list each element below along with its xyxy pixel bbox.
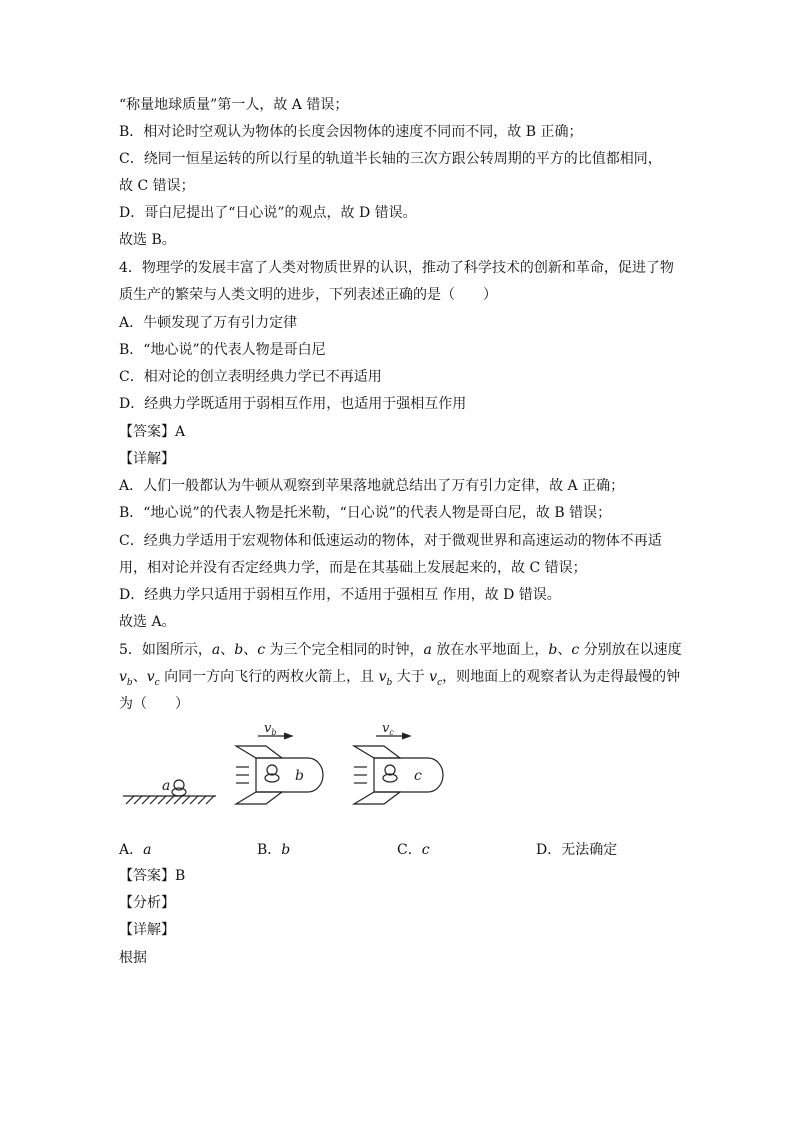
question-4-stem: 质生产的繁荣与人类文明的进步，下列表述正确的是（ ） <box>119 287 497 303</box>
label-c: c <box>414 768 422 784</box>
text-line: B．“地心说”的代表人物是托米勒，“日心说”的代表人物是哥白尼，故 B 错误； <box>119 505 612 521</box>
label-b: b <box>295 768 304 784</box>
detail-label: 【详解】 <box>119 922 175 938</box>
rocket-b-icon <box>236 746 323 804</box>
answer-label: 【答案】B <box>119 868 186 884</box>
text-line: C．绕同一恒星运转的所以行星的轨道半长轴的三次方跟公转周期的平方的比值都相同， <box>119 151 662 167</box>
text-line: 根据 <box>119 950 147 966</box>
text-line: B．相对论时空观认为物体的长度会因物体的速度不同而不同，故 B 正确； <box>119 124 583 140</box>
option-c: C．相对论的创立表明经典力学已不再适用 <box>119 369 382 385</box>
option-a: A．a <box>119 842 152 858</box>
option-b: B．“地心说”的代表人物是哥白尼 <box>119 342 326 358</box>
text-line: 故 C 错误； <box>119 178 195 194</box>
text-line: “称量地球质量”第一人，故 A 错误； <box>119 97 349 113</box>
velocity-label-b: $v_b$ <box>264 721 277 737</box>
clock-a-icon <box>172 780 186 796</box>
option-b: B．b <box>257 842 291 858</box>
text-line: C．经典力学适用于宏观物体和低速运动的物体，对于微观世界和高速运动的物体不再适 <box>119 533 662 549</box>
analysis-label: 【分析】 <box>119 895 175 911</box>
option-d: D．无法确定 <box>536 842 618 858</box>
text-line: 用，相对论并没有否定经典力学，而是在其基础上发展起来的，故 C 错误； <box>119 560 587 576</box>
option-c: C．c <box>397 842 430 858</box>
question-5-stem: 5．如图所示，a、b、c 为三个完全相同的时钟，a 放在水平地面上，b、c 分别放在以速度 <box>119 642 682 658</box>
text-line: D．哥白尼提出了“日心说”的观点，故 D 错误。 <box>119 205 417 221</box>
text-line: D．经典力学只适用于弱相互作用，不适用于强相互 作用，故 D 错误。 <box>119 587 561 603</box>
option-a: A．牛顿发现了万有引力定律 <box>119 315 298 331</box>
rocket-clock-figure <box>118 716 458 816</box>
text-line: 故选 A。 <box>119 614 176 630</box>
velocity-label-c: $v_c$ <box>382 721 394 737</box>
detail-label: 【详解】 <box>119 451 175 467</box>
question-5-stem: 为（ ） <box>119 696 189 712</box>
option-d: D．经典力学既适用于弱相互作用，也适用于强相互作用 <box>119 396 467 412</box>
ground <box>123 796 216 804</box>
question-4-stem: 4．物理学的发展丰富了人类对物质世界的认识，推动了科学技术的创新和革命，促进了物 <box>119 260 674 276</box>
text-line: A．人们一般都认为牛顿从观察到苹果落地就总结出了万有引力定律，故 A 正确； <box>119 478 625 494</box>
answer-label: 【答案】A <box>119 424 186 440</box>
text-line: 故选 B。 <box>119 232 176 248</box>
label-a: a <box>162 778 171 794</box>
question-5-stem: $v_b$、$v_c$ 向同一方向飞行的两枚火箭上，且 $v_b$ 大于 $v_c$，则地面上的观察者认为走得最慢的钟 <box>119 669 681 688</box>
rocket-c-icon <box>354 746 443 804</box>
